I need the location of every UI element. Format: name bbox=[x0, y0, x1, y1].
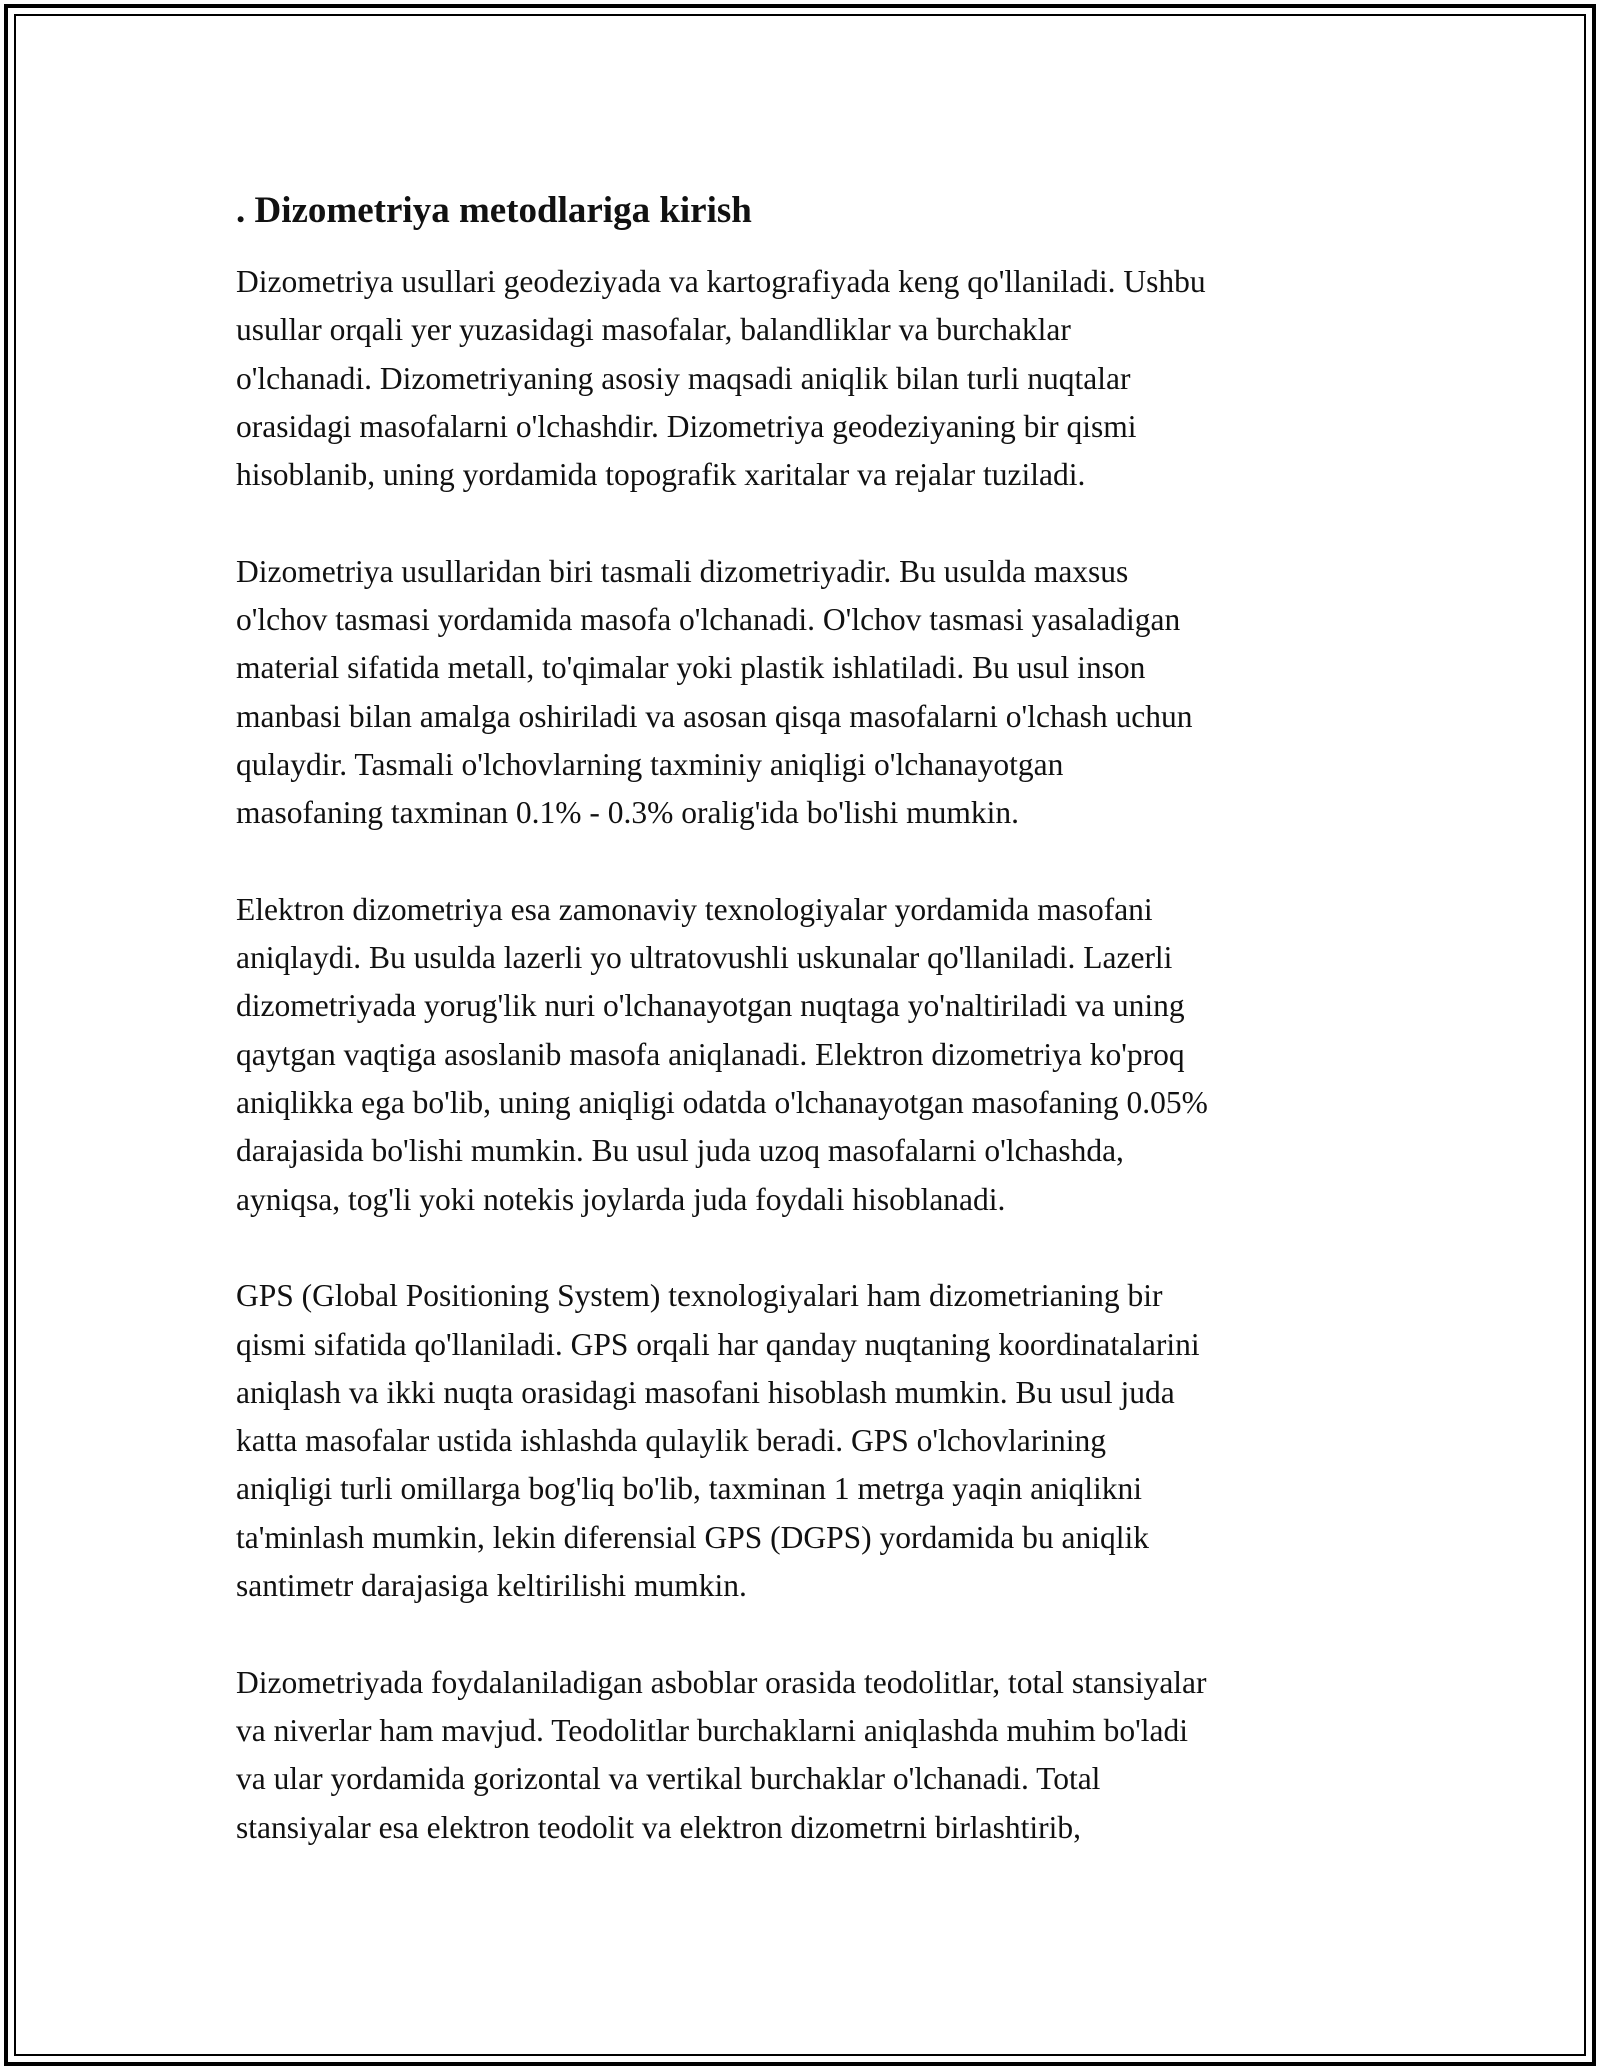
text-line: usullar orqali yer yuzasidagi masofalar, balandliklar va burchaklar bbox=[236, 312, 1071, 348]
paragraph-5 bbox=[236, 1659, 1376, 1852]
paragraph-2 bbox=[236, 548, 1376, 838]
text-line: orasidagi masofalarni o'lchashdir. Dizometriya geodeziyaning bir qismi bbox=[236, 408, 1137, 444]
text-line: qulaydir. Tasmali o'lchovlarning taxminiy aniqligi o'lchanayotgan bbox=[236, 746, 1064, 782]
text-line: Dizometriya usullaridan biri tasmali dizometriyadir. Bu usulda maxsus bbox=[236, 553, 1129, 589]
text-line: va niverlar ham mavjud. Teodolitlar burchaklarni aniqlashda muhim bo'ladi bbox=[236, 1712, 1188, 1748]
text-line: Dizometriya usullari geodeziyada va kartografiyada keng qo'llaniladi. Ushbu bbox=[236, 264, 1206, 299]
paragraph-3 bbox=[236, 886, 1376, 1224]
text-line: qismi sifatida qo'llaniladi. GPS orqali har qanday nuqtaning koordinatalarini bbox=[236, 1326, 1200, 1362]
text-line: GPS (Global Positioning System) texnologiyalari ham dizometrianing bir bbox=[236, 1278, 1163, 1314]
text-line: ta'minlash mumkin, lekin diferensial GPS (DGPS) yordamida bu aniqlik bbox=[236, 1519, 1149, 1555]
text-line: aniqlaydi. Bu usulda lazerli yo ultratovushli uskunalar qo'llaniladi. Lazerli bbox=[236, 940, 1173, 976]
document-body bbox=[236, 186, 1376, 1900]
text-line: qaytgan vaqtiga asoslanib masofa aniqlanadi. Elektron dizometriya ko'proq bbox=[236, 1036, 1185, 1072]
text-line: o'lchov tasmasi yordamida masofa o'lchanadi. O'lchov tasmasi yasaladigan bbox=[236, 602, 1181, 638]
text-line: dizometriyada yorug'lik nuri o'lchanayotgan nuqtaga yo'naltiriladi va uning bbox=[236, 988, 1185, 1024]
text-line: material sifatida metall, to'qimalar yoki plastik ishlatiladi. Bu usul inson bbox=[236, 650, 1146, 686]
text-line: katta masofalar ustida ishlashda qulaylik beradi. GPS o'lchovlarining bbox=[236, 1423, 1106, 1459]
text-line: va ular yordamida gorizontal va vertikal burchaklar o'lchanadi. Total bbox=[236, 1761, 1101, 1797]
text-line: stansiyalar esa elektron teodolit va elektron dizometrni birlashtirib, bbox=[236, 1809, 1081, 1845]
paragraph-1 bbox=[236, 258, 1376, 499]
text-line: santimetr darajasiga keltirilishi mumkin. bbox=[236, 1568, 747, 1604]
text-line: aniqligi turli omillarga bog'liq bo'lib, taxminan 1 metrga yaqin aniqlikni bbox=[236, 1471, 1143, 1507]
text-line: aniqlikka ega bo'lib, uning aniqligi odatda o'lchanayotgan masofaning 0.05% bbox=[236, 1085, 1208, 1121]
text-line: ayniqsa, tog'li yoki notekis joylarda juda foydali hisoblanadi. bbox=[236, 1181, 1006, 1217]
text-line: aniqlash va ikki nuqta orasidagi masofani hisoblash mumkin. Bu usul juda bbox=[236, 1374, 1175, 1410]
text-line: masofaning taxminan 0.1% - 0.3% oralig'ida bo'lishi mumkin. bbox=[236, 795, 1019, 831]
text-line: o'lchanadi. Dizometriyaning asosiy maqsadi aniqlik bilan turli nuqtalar bbox=[236, 360, 1131, 396]
text-line: manbasi bilan amalga oshiriladi va asosan qisqa masofalarni o'lchash uchun bbox=[236, 698, 1193, 734]
paragraph-4 bbox=[236, 1272, 1376, 1610]
text-line: darajasida bo'lishi mumkin. Bu usul juda uzoq masofalarni o'lchashda, bbox=[236, 1133, 1124, 1169]
text-line: Dizometriyada foydalaniladigan asboblar orasida teodolitlar, total stansiyalar bbox=[236, 1664, 1207, 1700]
text-line: hisoblanib, uning yordamida topografik xaritalar va rejalar tuziladi. bbox=[236, 457, 1086, 493]
text-line: Elektron dizometriya esa zamonaviy texnologiyalar yordamida masofani bbox=[236, 891, 1153, 927]
section-heading: . Dizometriya metodlariga kirish bbox=[236, 190, 752, 231]
